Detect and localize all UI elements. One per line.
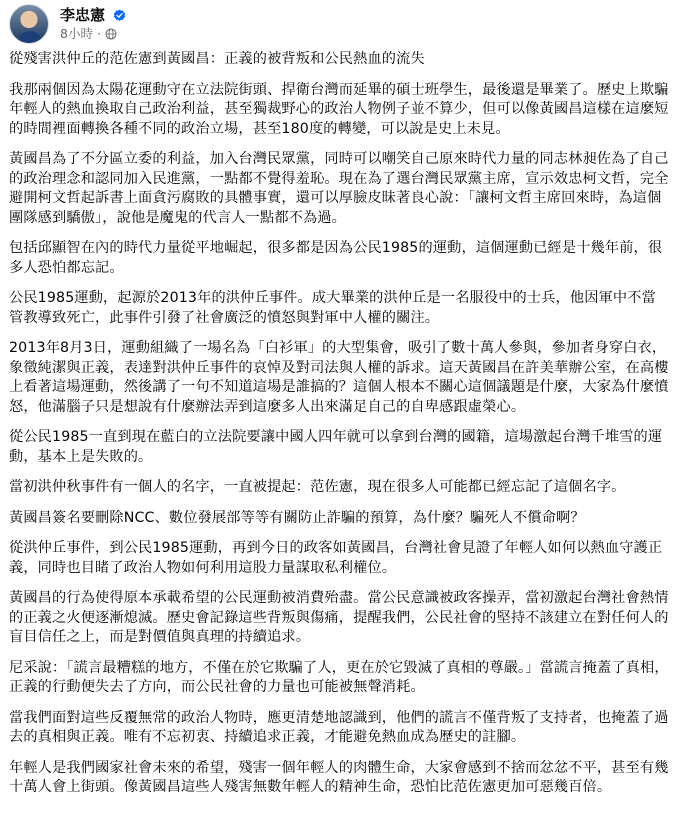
globe-icon[interactable] xyxy=(105,28,117,40)
post-paragraph: 從公民1985一直到現在藍白的立法院要讓中國人四年就可以拿到台灣的國籍，這場激起台灣千堆雪的運動，基本上是失敗的。 xyxy=(9,429,663,465)
meta-separator: · xyxy=(96,26,101,41)
post-paragraph: 從洪仲丘事件，到公民1985運動，再到今日的政客如黃國昌，台灣社會見證了年輕人如何以熱血守護正義，同時也目睹了政治人物如何利用這股力量謀取私利權位。 xyxy=(9,540,663,576)
post-header xyxy=(9,4,669,44)
post-paragraph: 尼采說：「謊言最糟糕的地方，不僅在於它欺騙了人，更在於它毀滅了真相的尊嚴。」當謊言掩蓋了真相，正義的行動便失去了方向，而公民社會的力量也可能被無聲消耗。 xyxy=(9,659,669,695)
post-paragraph: 2013年8月3日，運動組織了一場名為「白衫軍」的大型集會，吸引了數十萬人參與，參加者身穿白衣，象徵純潔與正義，表達對洪仲丘事件的哀悼及對司法與人權的訴求。這天黃國昌在許美華辦公室，在高樓上看著這場運動，然後講了一句不知道這場是誰搞的？這個人根本不關心這個議題是什麼，大家為什麼憤怒，他滿腦子只是想說有什麼辦法弄到這麼多人出來滿足自己的自卑感跟虛榮心。 xyxy=(9,340,669,415)
post-paragraph: 公民1985運動，起源於2013年的洪仲丘事件。成大畢業的洪仲丘是一名服役中的士兵，他因軍中不當管教導致死亡，此事件引發了社會廣泛的憤怒與對軍中人權的關注。 xyxy=(9,290,656,326)
post-paragraph: 黃國昌簽名要刪除NCC、數位發展部等等有關防止詐騙的預算，為什麼？騙死人不償命啊？ xyxy=(9,509,585,526)
post-paragraph: 黃國昌為了不分區立委的利益，加入台灣民眾黨，同時可以嘲笑自己原來時代力量的同志林昶佐為了自己的政治理念和認同加入民進黨，一點都不覺得羞恥。現在為了選台灣民眾黨主席，宣示效忠柯文哲，完全避開柯文哲起訴書上面貪污腐敗的具體事實，還可以厚臉皮昧著良心說：「讓柯文哲主席回來時，為這個團隊感到驕傲」，說他是魔鬼的代言人一點都不為過。 xyxy=(9,151,669,226)
post-paragraph: 當初洪仲秋事件有一個人的名字，一直被提起：范佐憲，現在很多人可能都已經忘記了這個名字。 xyxy=(9,479,626,495)
post-paragraph: 黃國昌的行為使得原本承載希望的公民運動被消費殆盡。當公民意識被政客操弄，當初激起台灣社會熱情的正義之火便逐漸熄滅。歷史會記錄這些背叛與傷痛，提醒我們，公民社會的堅持不該建立在對任何人的盲目信任之上，而是對價值與真理的持續追求。 xyxy=(9,590,669,645)
post-paragraph: 當我們面對這些反覆無常的政治人物時，應更清楚地認識到，他們的謊言不僅背叛了支持者，也掩蓋了過去的真相與正義。唯有不忘初衷、持續追求正義，才能避免熱血成為歷史的註腳。 xyxy=(9,709,669,745)
post-meta xyxy=(60,26,117,42)
post-paragraph: 我那兩個因為太陽花運動守在立法院街頭、捍衛台灣而延畢的碩士班學生，最後還是畢業了。歷史上欺騙年輕人的熱血換取自己政治利益，甚至獨裁野心的政治人物例子並不算少，但可以像黃國昌這樣在這麼短的時間裡面轉換各種不同的政治立場，甚至180度的轉變，可以說是史上未見。 xyxy=(9,81,669,137)
post-title: 從殘害洪仲丘的范佐憲到黃國昌：正義的被背叛和公民熱血的流失 xyxy=(9,51,425,67)
post-paragraph: 年輕人是我們國家社會未來的希望，殘害一個年輕人的肉體生命，大家會感到不捨而忿忿不平，甚至有幾十萬人會上街頭。像黃國昌這些人殘害無數年輕人的精神生命，恐怕比范佐憲更加可惡幾百倍。 xyxy=(9,759,669,795)
verified-badge-icon xyxy=(113,9,126,22)
author-name[interactable]: 李忠憲 xyxy=(60,6,106,24)
post-timestamp[interactable]: 8小時 xyxy=(60,26,93,41)
avatar[interactable] xyxy=(9,4,49,44)
post-paragraph: 包括邱顯智在內的時代力量從平地崛起，很多都是因為公民1985的運動，這個運動已經是十幾年前，很多人恐怕都忘記。 xyxy=(9,240,663,276)
post-body xyxy=(9,50,669,809)
